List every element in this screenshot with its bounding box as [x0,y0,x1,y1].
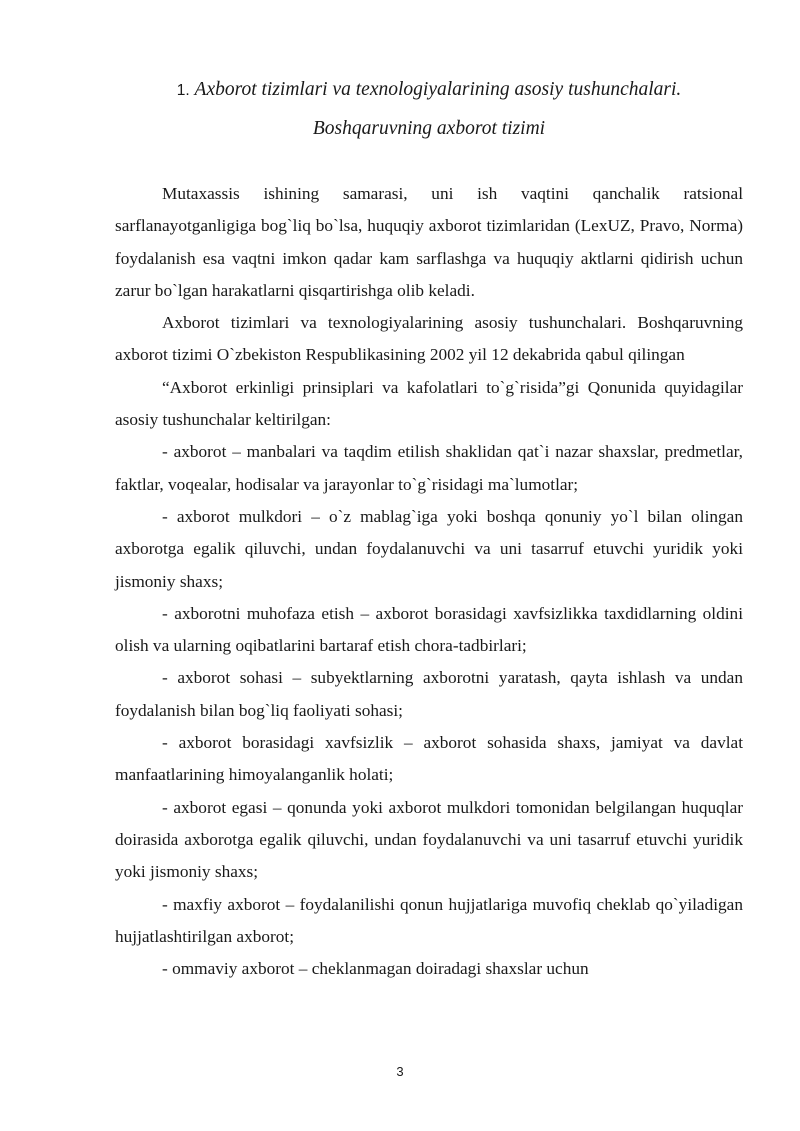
definition-item: - axborot sohasi – subyektlarning axborotni yaratash, qayta ishlash va undan foydalanish bilan bog`liq faoliyati sohasi; [115,668,743,720]
section-heading-line-2 [115,109,743,149]
paragraph: Axborot tizimlari va texnologiyalarining asosiy tushunchalari. Boshqaruvning axborot tizimi O`zbekiston Respublikasining 2002 yil 12 dekabrida qabul qilingan [115,313,743,365]
definition-item: - maxfiy axborot – foydalanilishi qonun hujjatlariga muvofiq cheklab qo`yiladigan hujjatlashtirilgan axborot; [115,894,743,946]
section-heading-line-1 [115,70,743,111]
body-text [115,178,743,985]
definition-item: - axborot – manbalari va taqdim etilish shaklidan qat`i nazar shaxslar, predmetlar, faktlar, voqealar, hodisalar va jarayonlar to`g`risidagi ma`lumotlar; [115,442,743,494]
paragraph: “Axborot erkinligi prinsiplari va kafolatlari to`g`risida”gi Qonunida quyidagilar asosiy tushunchalar keltirilgan: [115,377,743,430]
definition-item: - ommaviy axborot – cheklanmagan doiradagi shaxslar uchun [162,959,589,979]
definition-item: - axborot borasidagi xavfsizlik – axborot sohasida shaxs, jamiyat va davlat manfaatlarining himoyalanganlik holati; [115,733,743,785]
section-subtitle: Boshqaruvning axborot tizimi [312,118,546,139]
definition-item: - axborot egasi – qonunda yoki axborot mulkdori tomonidan belgilangan huquqlar doirasida axborotga egalik qiluvchi, undan foydalanuvchi va uni tasarruf etuvchi yuridik yoki jismoniy shaxs; [115,797,743,882]
section-number: 1. [176,82,190,99]
section-title: Axborot tizimlari va texnologiyalarining asosiy tushunchalari. [194,79,682,100]
definition-item: - axborot mulkdori – o`z mablag`iga yoki boshqa qonuniy yo`l bilan olingan axborotga egalik qiluvchi, undan foydalanuvchi va uni tasarruf etuvchi yuridik yoki jismoniy shaxs; [115,506,743,591]
paragraph: Mutaxassis ishining samarasi, uni ish vaqtini qanchalik ratsional sarflanayotganligiga bog`liq bo`lsa, huquqiy axborot tizimlaridan (LexUZ, Pravo, Norma) foydalanish esa vaqtni imkon qadar kam sarflashga va huquqiy aktlarni qidirish uchun zarur bo`lgan harakatlarni qisqartirishga olib keladi. [115,184,743,300]
definition-item: - axborotni muhofaza etish – axborot borasidagi xavfsizlikka taxdidlarning oldini olish va ularning oqibatlarini bartaraf etish chora-tadbirlari; [115,603,743,656]
page-number: 3 [396,1064,404,1079]
